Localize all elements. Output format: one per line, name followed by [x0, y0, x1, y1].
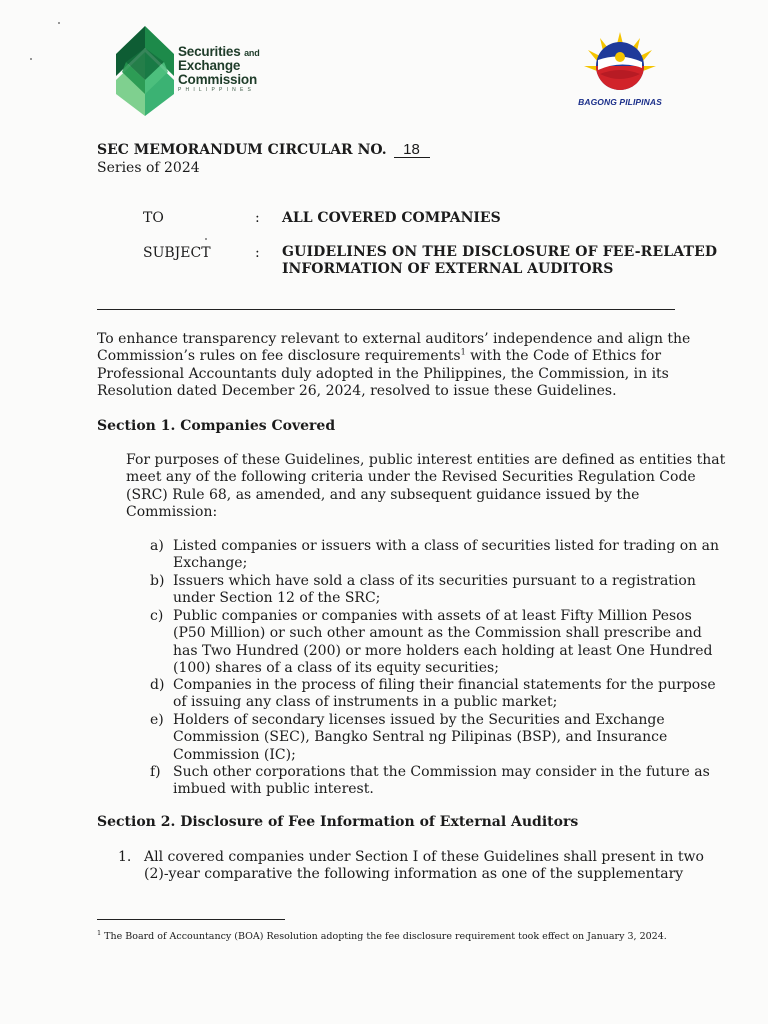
criterion-text [173, 538, 719, 573]
header-divider [97, 309, 675, 310]
intro-line: Resolution dated December 26, 2024, resolved to issue these Guidelines. [97, 382, 617, 399]
criterion-line: (P50 Million) or such other amount as the Commission shall prescribe and [173, 625, 702, 642]
criterion-line: Listed companies or issuers with a class of securities listed for trading on an [173, 538, 720, 554]
subject-value [282, 244, 718, 278]
section2-item-line: (2)-year comparative the following information as one of the supplementary [144, 866, 684, 883]
criterion-text [173, 764, 710, 799]
criterion-text [173, 712, 667, 764]
criterion-text [173, 573, 696, 608]
footnote [97, 928, 667, 942]
bagong-pilipinas-emblem [570, 30, 670, 96]
section1-heading: Section 1. Companies Covered [97, 418, 336, 434]
footnote-text: The Board of Accountancy (BOA) Resolution adopting the fee disclosure requirement took effect on January 3, 2024. [101, 931, 667, 942]
criterion-line: Holders of secondary licenses issued by the Securities and Exchange [173, 712, 665, 728]
subject-label: SUBJECT [143, 245, 211, 261]
sec-logo-mark [112, 24, 178, 118]
criterion-line: imbued with public interest. [173, 781, 374, 798]
sec-logo-line1: Securities and [178, 44, 260, 59]
scan-speck [58, 22, 60, 24]
section1-intro-line: meet any of the following criteria under the Revised Securities Regulation Code [126, 469, 696, 486]
criterion-label: f) [150, 764, 161, 780]
subject-line: INFORMATION OF EXTERNAL AUDITORS [282, 261, 614, 277]
criterion-label: e) [150, 712, 164, 728]
sec-logo-line3: Commission [178, 72, 258, 87]
section1-intro-line: For purposes of these Guidelines, public interest entities are defined as entities that [126, 452, 726, 468]
scan-speck [30, 58, 32, 60]
intro-line: To enhance transparency relevant to external auditors’ independence and align the [97, 331, 691, 347]
criterion-line: Issuers which have sold a class of its securities pursuant to a registration [173, 573, 696, 589]
criterion-label: a) [150, 538, 164, 554]
criterion-label: b) [150, 573, 165, 589]
criterion-line: Commission (SEC), Bangko Sentral ng Pilipinas (BSP), and Insurance [173, 729, 668, 746]
intro-line-text: Commission’s rules on fee disclosure requirements [97, 348, 461, 365]
criterion-line: under Section 12 of the SRC; [173, 590, 381, 607]
circular-series: Series of 2024 [97, 160, 200, 176]
intro-line-with-footnote [97, 348, 685, 365]
footnote-divider [97, 919, 285, 920]
criterion-line: has Two Hundred (200) or more holders each holding at least One Hundred [173, 642, 713, 659]
scan-speck [205, 238, 207, 240]
circular-number: 18 [394, 142, 430, 158]
to-colon: : [255, 210, 260, 226]
section1-intro [126, 452, 726, 521]
footnote-marker: 1 [97, 928, 102, 937]
criterion-line: Such other corporations that the Commission may consider in the future as [173, 764, 710, 780]
section2-item-number: 1. [118, 849, 132, 865]
subject-colon: : [255, 245, 260, 261]
criterion-text [173, 677, 716, 712]
criterion-line: (100) shares of a class of its equity securities; [173, 659, 499, 676]
criterion-line: Commission (IC); [173, 746, 296, 763]
footnote-ref: 1 [460, 347, 466, 357]
subject-line: GUIDELINES ON THE DISCLOSURE OF FEE-RELATED [282, 244, 718, 260]
to-label: TO [143, 210, 164, 226]
criterion-label: c) [150, 608, 164, 624]
intro-line: Professional Accountants duly adopted in the Philippines, the Commission, in its [97, 365, 669, 382]
intro-paragraph [97, 331, 691, 400]
criterion-line: Companies in the process of filing their financial statements for the purpose [173, 677, 716, 693]
section2-item-line: All covered companies under Section I of these Guidelines shall present in two [144, 849, 704, 865]
sec-logo [112, 24, 272, 118]
section1-intro-line: Commission: [126, 503, 218, 520]
sec-logo-country: PHILIPPINES [178, 87, 256, 93]
section2-item-text [144, 849, 704, 884]
bagong-pilipinas-logo [570, 30, 670, 116]
intro-line-tail: with the Code of Ethics for [465, 348, 662, 365]
sec-logo-line2: Exchange [178, 58, 241, 73]
section1-intro-line: (SRC) Rule 68, as amended, and any subsequent guidance issued by the [126, 486, 640, 503]
criterion-text [173, 608, 713, 677]
bagong-pilipinas-caption: BAGONG PILIPINAS [578, 97, 662, 107]
to-value: ALL COVERED COMPANIES [282, 210, 501, 226]
criterion-line: of issuing any class of instruments in a public market; [173, 694, 558, 711]
circular-title [97, 142, 430, 158]
section2-heading: Section 2. Disclosure of Fee Information of External Auditors [97, 814, 579, 830]
criterion-line: Public companies or companies with assets of at least Fifty Million Pesos [173, 608, 692, 624]
criterion-label: d) [150, 677, 165, 693]
criterion-line: Exchange; [173, 555, 248, 572]
circular-title-text: SEC MEMORANDUM CIRCULAR NO. [97, 142, 387, 158]
